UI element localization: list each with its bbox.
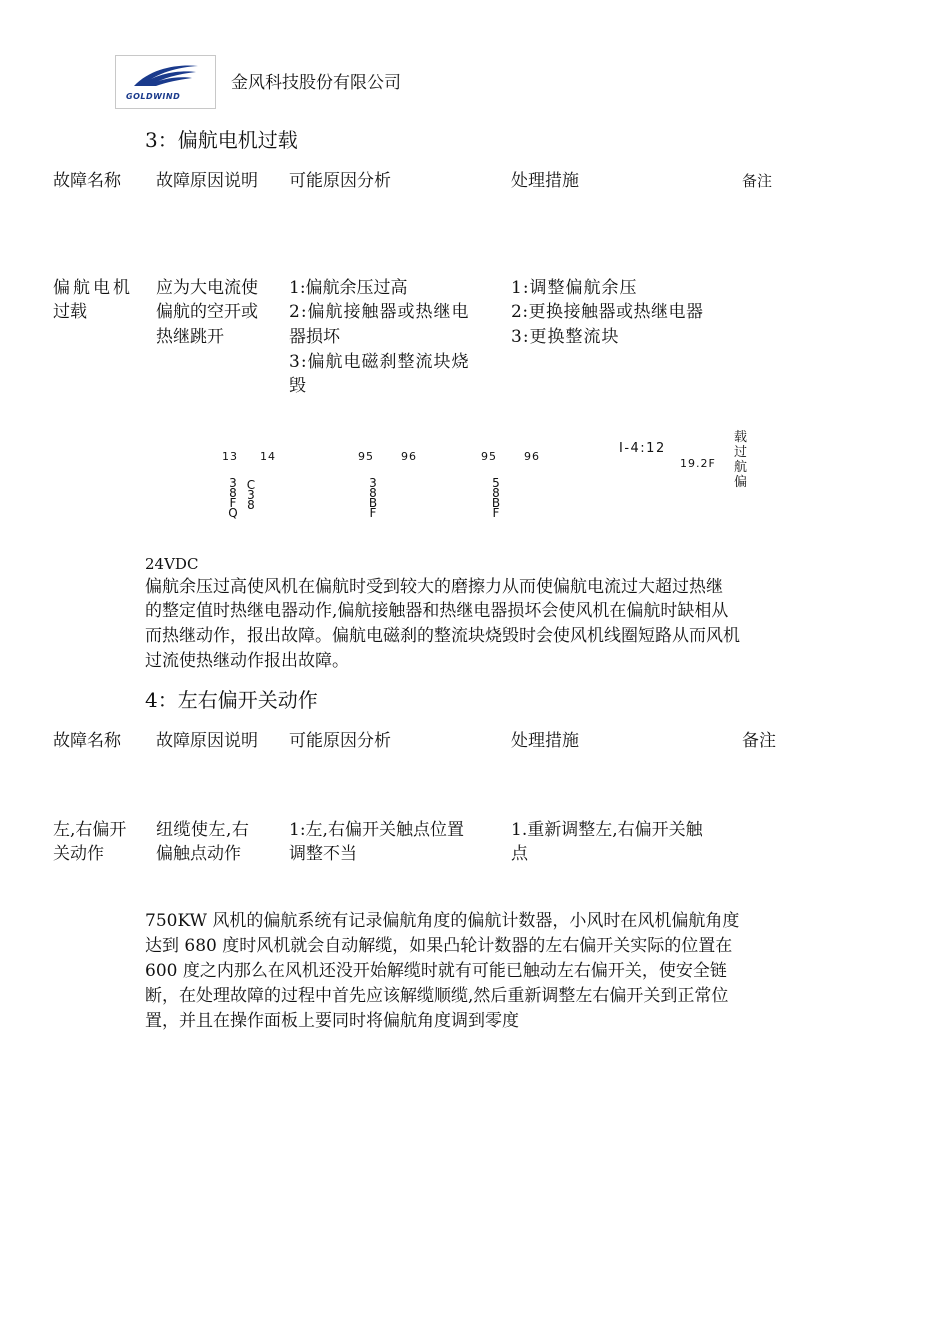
fault-reason-line: 纽缆使左,右 — [156, 820, 250, 840]
measure-line: 2:更换接触器或热继电器 — [511, 302, 704, 322]
terminal-label: 96 — [524, 450, 540, 463]
col-fault-name: 故障名称 — [53, 731, 121, 751]
vertical-label: 38FQ — [228, 476, 238, 520]
explanation-line: 而热继动作，报出故障。偏航电磁刹的整流块烧毁时会使风机线圈短路从而风机 — [145, 626, 740, 646]
fault-name-line: 偏航电机 — [53, 278, 133, 298]
terminal-label: 96 — [401, 450, 417, 463]
col-possible-cause: 可能原因分析 — [289, 171, 391, 191]
col-measures: 处理措施 — [511, 731, 579, 751]
vertical-label: 载过航偏 — [734, 430, 748, 490]
cause-line: 调整不当 — [289, 844, 357, 864]
company-logo — [115, 55, 216, 109]
explanation-line: 600 度之内那么在风机还没开始解缆时就有可能已触动左右偏开关，使安全链 — [145, 961, 727, 981]
cause-line: 2:偏航接触器或热继电 — [289, 302, 470, 322]
logo-wordmark: GOLDWIND — [126, 92, 181, 101]
fault-reason-line: 应为大电流使 — [156, 278, 258, 298]
terminal-label: 95 — [358, 450, 374, 463]
explanation-line: 达到 680 度时风机就会自动解缆，如果凸轮计数器的左右偏开关实际的位置在 — [145, 936, 733, 956]
explanation-line: 置，并且在操作面板上要同时将偏航角度调到零度 — [145, 1011, 519, 1031]
terminal-label: 14 — [260, 450, 276, 463]
fault-reason-line: 热继跳开 — [156, 327, 224, 347]
section3-title: 3：偏航电机过载 — [145, 128, 298, 152]
explanation-line: 断，在处理故障的过程中首先应该解缆顺缆,然后重新调整左右偏开关到正常位 — [145, 986, 729, 1006]
col-remarks: 备注 — [742, 172, 773, 190]
measure-line: 点 — [511, 844, 528, 864]
company-name: 金风科技股份有限公司 — [231, 73, 401, 93]
measure-line: 3:更换整流块 — [511, 327, 620, 347]
explanation-line: 750KW 风机的偏航系统有记录偏航角度的偏航计数器，小风时在风机偏航角度 — [145, 911, 740, 931]
cause-line: 器损坏 — [289, 327, 340, 347]
explanation-line: 偏航余压过高使风机在偏航时受到较大的磨擦力从而使偏航电流过大超过热继 — [145, 577, 723, 597]
col-measures: 处理措施 — [511, 171, 579, 191]
cause-line: 3:偏航电磁刹整流块烧 — [289, 352, 470, 372]
col-fault-reason: 故障原因说明 — [156, 731, 258, 751]
col-fault-reason: 故障原因说明 — [156, 171, 258, 191]
cause-line: 毁 — [289, 376, 306, 396]
col-fault-name: 故障名称 — [53, 171, 121, 191]
voltage-label: 24VDC — [145, 555, 199, 573]
vertical-label: 58BF — [491, 476, 501, 520]
explanation-line: 过流使热继动作报出故障。 — [145, 651, 349, 671]
measure-line: 1:调整偏航余压 — [511, 278, 638, 298]
terminal-label: 13 — [222, 450, 238, 463]
vertical-label: 38BF — [368, 476, 378, 520]
col-possible-cause: 可能原因分析 — [289, 731, 391, 751]
measure-line: 1.重新调整左,右偏开关触 — [511, 820, 703, 840]
fault-reason-line: 偏航的空开或 — [156, 302, 258, 322]
fault-name-line: 左,右偏开 — [53, 820, 127, 840]
cause-line: 1:左,右偏开关触点位置 — [289, 820, 464, 840]
terminal-label: 95 — [481, 450, 497, 463]
section4-title: 4：左右偏开关动作 — [145, 688, 318, 712]
fault-name-line: 过载 — [53, 302, 87, 322]
cause-line: 1:偏航余压过高 — [289, 278, 408, 298]
fault-name-line: 关动作 — [53, 844, 104, 864]
fault-reason-line: 偏触点动作 — [156, 844, 241, 864]
vertical-label: C38 — [246, 478, 256, 512]
explanation-line: 的整定值时热继电器动作,偏航接触器和热继电器损坏会使风机在偏航时缺相从 — [145, 601, 729, 621]
reference-label: I-4:12 — [619, 441, 666, 456]
reference-label: 19.2F — [680, 457, 716, 470]
col-remarks: 备注 — [742, 731, 776, 751]
